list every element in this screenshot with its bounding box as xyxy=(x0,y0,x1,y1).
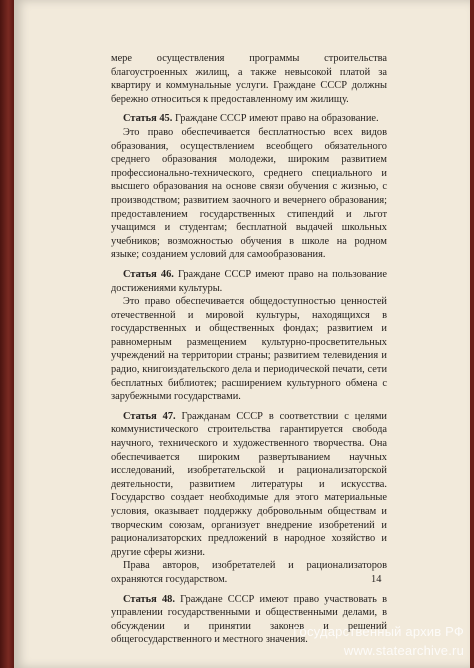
article-46-body: Это право обеспечивается общедоступностью ценностей отечественной и мировой культуры, находящихся в государственных и общественных фондах; развитием и равномерным размещением культурно-просветительных учреждений на территории страны; развитием телевидения и радио, книгоиздательского дела и периодической печати, сети бесплатных библиотек; расширением культурного обмена с зарубежными государствами. xyxy=(111,296,387,403)
archive-watermark xyxy=(293,622,464,660)
article-48-heading: Статья 48. Граждане СССР имеют право участвовать в управлении государственными и общественными делами, в обсуждении и принятии законов и решений общегосударственного и местного значения. xyxy=(111,593,387,646)
article-45-body: Это право обеспечивается бесплатностью всех видов образования, осуществлением всеобщего обязательного среднего образования молодежи, широким развитием профессионально-технического, среднего специального и высшего образования на основе связи обучения с жизнью, с производством; развитием заочного и вечернего образования; предоставлением государственных стипендий и льгот учащимся и студентам; бесплатной выдачей школьных учебников; возможностью обучения в школе на родном языке; созданием условий для самообразования. xyxy=(111,126,387,261)
page-text xyxy=(111,52,387,647)
article-45-heading: Статья 45. Граждане СССР имеют право на образование. xyxy=(123,113,379,125)
paragraph-1: мере осуществления программы строительства благоустроенных жилищ, а также невысокой платой за квартиру и коммунальные услуги. Граждане СССР должны бережно относиться к предоставленному им жилищу. xyxy=(111,53,387,105)
article-label: Статья 47. xyxy=(123,410,176,422)
article-47-body: Права авторов, изобретателей и рационализаторов охраняются государством. xyxy=(111,560,387,585)
article-46-heading: Статья 46. Граждане СССР имеют право на пользование достижениями культуры. xyxy=(111,268,387,294)
watermark-url: www.statearchive.ru xyxy=(343,643,464,658)
page-number: 14 xyxy=(371,574,382,585)
article-label: Статья 46. xyxy=(123,268,174,280)
watermark-title: Государственный архив РФ xyxy=(293,624,464,639)
article-label: Статья 45. xyxy=(123,113,173,125)
article-label: Статья 48. xyxy=(123,593,175,605)
article-47-heading: Статья 47. Гражданам СССР в соответствии с целями коммунистического строительства гарантируется свобода научного, технического и художественного творчества. Она обеспечивается широким развертыванием научных исследований, изобретательской и рационализаторской деятельности, развитием литературы и искусства. Государство создает необходимые для этого материальные условия, оказывает поддержку добровольным обществам и творческим союзам, организует внедрение изобретений и рационализаторских предложений в народное хозяйство и другие сферы жизни. xyxy=(111,410,387,558)
document-page xyxy=(14,0,470,668)
book-spine xyxy=(0,0,14,668)
